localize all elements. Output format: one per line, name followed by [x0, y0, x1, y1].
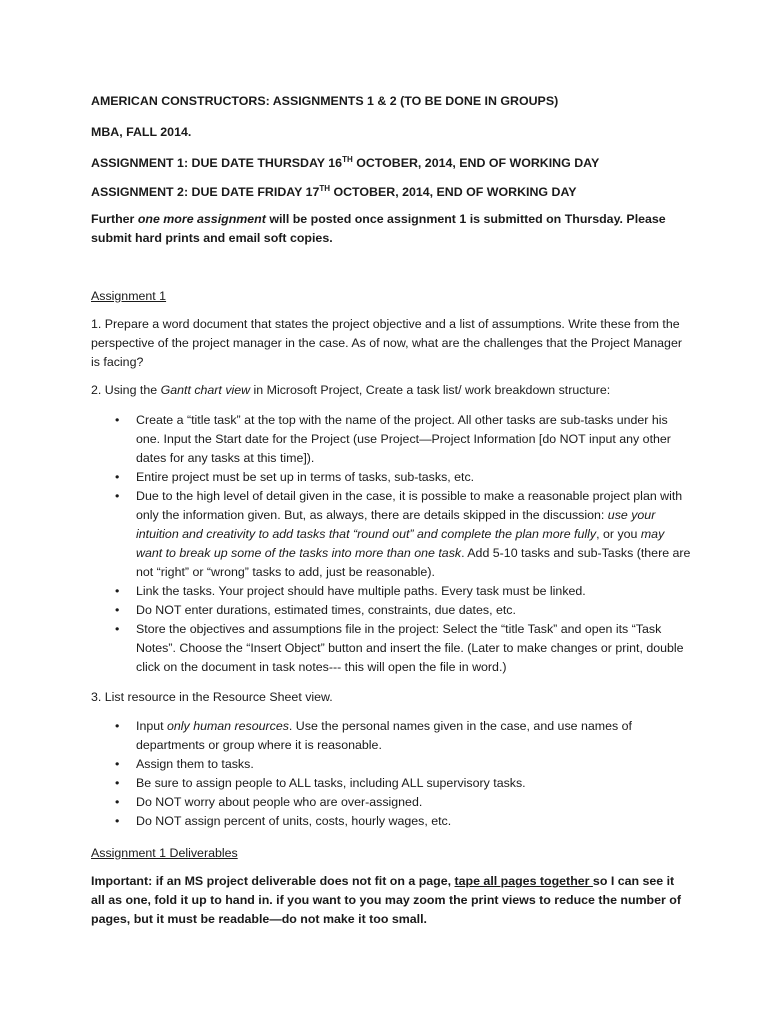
item2-emphasis: Gantt chart view: [160, 383, 251, 397]
further-note: [91, 210, 691, 248]
assignment1-heading: Assignment 1: [91, 289, 167, 303]
course-line: MBA, FALL 2014.: [91, 125, 192, 139]
r1-text-1: Input: [136, 719, 168, 733]
deliverables-paragraph: [91, 872, 691, 929]
wbs-bullet-list: [91, 411, 691, 677]
deliverables-text-1: Important: if an MS project deliverable does not fit on a page,: [91, 874, 455, 888]
resource-bullet-input: [91, 717, 691, 755]
assignment1-item-2: [91, 381, 691, 400]
resource-bullet-no-costs: • Do NOT assign percent of units, costs, hourly wages, etc.: [91, 812, 691, 831]
wbs-bullet-store-file: • Store the objectives and assumptions file in the project: Select the “title Task” and open its “Task Notes”. Choose the “Insert Object” button and insert the file. (Later to make changes or print, double click on the document in task notes--- this will open the file in word.): [91, 620, 691, 677]
assignment1-item-1: 1. Prepare a word document that states the project objective and a list of assumptions. Write these from the perspective of the project manager in the case. As of now, what are the challenges that the Project Manager is facing?: [91, 317, 682, 369]
a1-due-sup: TH: [342, 154, 353, 164]
wbs-bullet-detail: [91, 487, 691, 582]
item2-text-1: 2. Using the: [91, 383, 161, 397]
further-text-2: will be posted once assignment 1 is submitted on Thursday. Please submit hard prints and email soft copies.: [91, 212, 666, 245]
document-title: AMERICAN CONSTRUCTORS: ASSIGNMENTS 1 & 2 (TO BE DONE IN GROUPS): [91, 94, 559, 108]
wbs-bullet-structure: • Entire project must be set up in terms of tasks, sub-tasks, etc.: [91, 468, 691, 487]
wbs-bullet-no-durations: • Do NOT enter durations, estimated times, constraints, due dates, etc.: [91, 601, 691, 620]
deliverables-underlined: tape all pages together: [454, 874, 593, 888]
a2-due-sup: TH: [319, 183, 331, 193]
assignment1-due-line: [91, 154, 691, 173]
resource-bullet-all-tasks: • Be sure to assign people to ALL tasks, including ALL supervisory tasks.: [91, 774, 691, 793]
b3-text-1: Due to the high level of detail given in the case, it is possible to make a reasonable project plan with only the information given. But, as always, there are details skipped in the discussion:: [136, 489, 683, 522]
a1-due-text: ASSIGNMENT 1: DUE DATE THURSDAY 16: [91, 156, 343, 170]
resource-bullet-list: [91, 717, 691, 831]
further-emphasis: one more assignment: [137, 212, 266, 226]
b3-emphasis-2: may want to break up some of the tasks into more than one task: [136, 527, 665, 560]
r1-emphasis: only human resources: [167, 719, 289, 733]
resource-bullet-assign: • Assign them to tasks.: [91, 755, 691, 774]
a1-due-tail: OCTOBER, 2014, END OF WORKING DAY: [352, 156, 600, 170]
b3-text-3: . Add 5-10 tasks and sub-Tasks (there are not “right” or “wrong” tasks to add, just be reasonable).: [136, 546, 691, 579]
item2-text-2: in Microsoft Project, Create a task list/ work breakdown structure:: [250, 383, 611, 397]
b3-text-2: , or you: [596, 527, 641, 541]
b3-emphasis-1: use your intuition and creativity to add tasks that “round out” and complete the plan more fully: [136, 508, 656, 541]
deliverables-text-2: so I can see it all as one, fold it up to hand in. if you want to you may zoom the print views to reduce the number of pages, but it must be readable—do not make it too small.: [91, 874, 681, 926]
further-text-1: Further: [91, 212, 138, 226]
r1-text-2: . Use the personal names given in the case, and use names of departments or group where it is reasonable.: [136, 719, 632, 752]
assignment1-item-3: 3. List resource in the Resource Sheet view.: [91, 690, 333, 704]
wbs-bullet-link: • Link the tasks. Your project should have multiple paths. Every task must be linked.: [91, 582, 691, 601]
resource-bullet-over-assigned: • Do NOT worry about people who are over-assigned.: [91, 793, 691, 812]
wbs-bullet-title-task: • Create a “title task” at the top with the name of the project. All other tasks are sub-tasks under his one. Input the Start date for the Project (use Project—Project Information [do NOT input any other dates for any tasks at this time]).: [91, 411, 691, 468]
assignment2-due-line: [91, 183, 691, 202]
deliverables-heading: Assignment 1 Deliverables: [91, 846, 238, 860]
a2-due-text: ASSIGNMENT 2: DUE DATE FRIDAY 17: [91, 185, 320, 199]
a2-due-tail: OCTOBER, 2014, END OF WORKING DAY: [330, 185, 577, 199]
